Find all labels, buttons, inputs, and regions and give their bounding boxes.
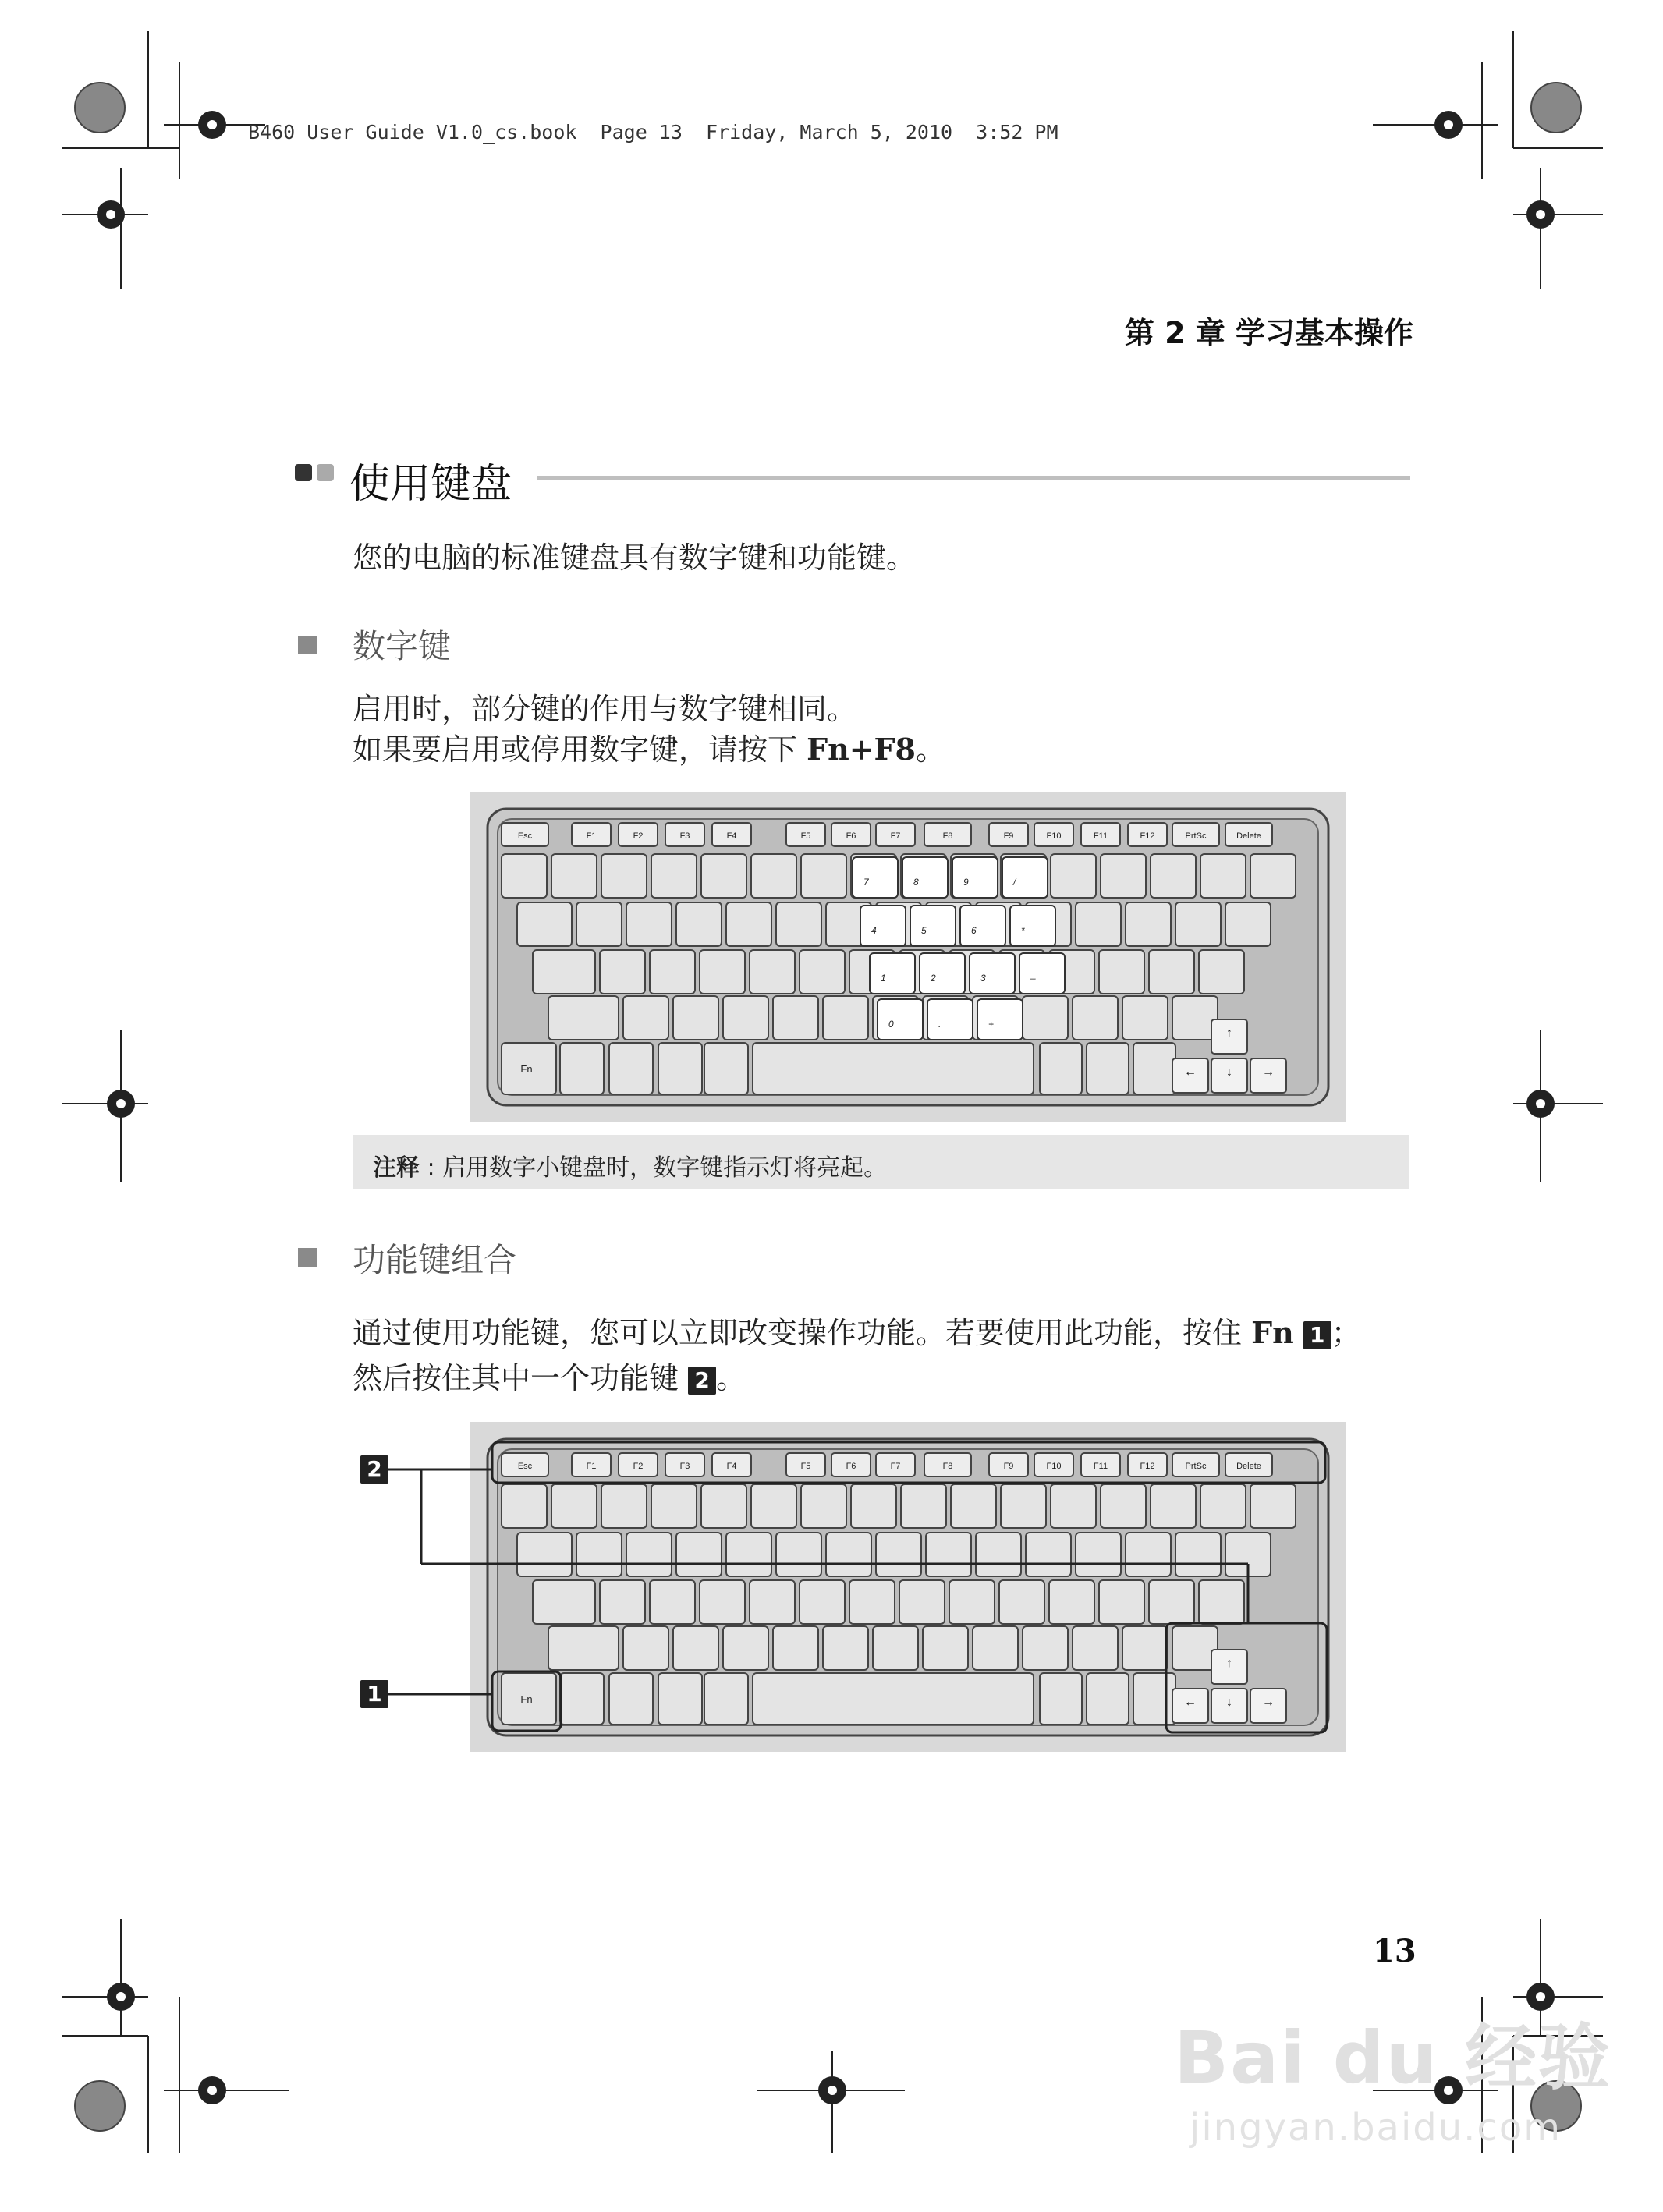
space-key bbox=[753, 1043, 1034, 1094]
key-label: F7 bbox=[890, 831, 901, 841]
key-label: PrtSc bbox=[1185, 831, 1207, 841]
numpad-key bbox=[1002, 857, 1048, 898]
key bbox=[1126, 902, 1171, 946]
fn-combo-line2-text: 然后按住其中一个功能键 bbox=[353, 1361, 689, 1395]
key-label: F12 bbox=[1140, 1462, 1155, 1471]
key-label: F5 bbox=[800, 831, 811, 841]
key bbox=[1087, 1043, 1129, 1094]
section-rule bbox=[537, 476, 1410, 480]
key-label: F9 bbox=[1003, 831, 1014, 841]
key bbox=[726, 902, 771, 946]
numeric-keys-line2-text: 如果要启用或停用数字键，请按下 bbox=[353, 732, 807, 767]
key-label: F10 bbox=[1046, 831, 1062, 841]
numeric-keys-line2-end: 。 bbox=[915, 732, 945, 767]
key bbox=[800, 950, 845, 994]
key bbox=[551, 854, 597, 898]
numpad-key-label: 4 bbox=[871, 925, 877, 936]
fn-combo-line2 bbox=[353, 1356, 746, 1401]
bullet-square-icon bbox=[298, 1248, 317, 1267]
numpad-key bbox=[1019, 953, 1065, 994]
key bbox=[1122, 996, 1168, 1040]
fn-key-name: Fn bbox=[1251, 1315, 1294, 1350]
key-label: F7 bbox=[890, 1462, 901, 1471]
callout-2 bbox=[360, 1455, 388, 1484]
numpad-key-label: + bbox=[988, 1019, 995, 1030]
print-header: B460 User Guide V1.0_cs.book Page 13 Friday, March 5, 2010 3:52 PM bbox=[248, 121, 1058, 144]
key bbox=[750, 950, 795, 994]
numeric-keys-line1: 启用时，部分键的作用与数字键相同。 bbox=[353, 692, 857, 726]
key bbox=[1225, 902, 1271, 946]
key-label: F11 bbox=[1093, 1462, 1108, 1471]
numpad-key bbox=[860, 906, 906, 946]
numpad-key bbox=[878, 999, 923, 1040]
callout-1-label: 1 bbox=[360, 1680, 388, 1708]
fn-key-label: Fn bbox=[520, 1063, 533, 1075]
key bbox=[600, 950, 645, 994]
key bbox=[723, 996, 768, 1040]
numpad-key bbox=[853, 857, 898, 898]
key bbox=[609, 1043, 653, 1094]
numpad-key-label: 5 bbox=[921, 925, 927, 936]
key-label: F6 bbox=[846, 1462, 856, 1471]
key-label: F11 bbox=[1093, 831, 1108, 841]
arrow-glyph-icon: ↑ bbox=[1226, 1026, 1232, 1040]
key-label: PrtSc bbox=[1185, 1462, 1207, 1471]
key-label: F8 bbox=[942, 831, 953, 841]
numpad-key-label: / bbox=[1013, 877, 1016, 888]
key bbox=[1101, 854, 1146, 898]
numpad-key bbox=[977, 999, 1023, 1040]
numpad-key bbox=[1010, 906, 1055, 946]
watermark-logo: Bai du 经验 bbox=[1174, 2016, 1612, 2100]
page-number: 13 bbox=[1373, 1933, 1417, 1969]
key bbox=[1099, 950, 1144, 994]
arrow-glyph-icon: ← bbox=[1184, 1065, 1197, 1079]
fn-combo-line1-text: 通过使用功能键，您可以立即改变操作功能。若要使用此功能，按住 bbox=[353, 1316, 1252, 1350]
numpad-key bbox=[920, 953, 965, 994]
fn-combo-heading: 功能键组合 bbox=[353, 1241, 517, 1279]
arrow-glyph-icon: ↓ bbox=[1226, 1696, 1232, 1709]
callout-badge-2: 2 bbox=[688, 1367, 716, 1395]
key bbox=[533, 950, 595, 994]
key-label: F1 bbox=[586, 1462, 597, 1471]
callout-1 bbox=[360, 1680, 388, 1708]
arrow-glyph-icon: ← bbox=[1184, 1696, 1197, 1709]
key bbox=[1076, 902, 1121, 946]
arrow-glyph-icon: → bbox=[1262, 1696, 1275, 1709]
numpad-key-label: . bbox=[938, 1019, 941, 1030]
section-intro: 您的电脑的标准键盘具有数字键和功能键。 bbox=[353, 541, 917, 575]
fn-key-label: Fn bbox=[520, 1693, 533, 1705]
key-label: F5 bbox=[800, 1462, 811, 1471]
key-label: F9 bbox=[1003, 1462, 1014, 1471]
key-label: F3 bbox=[679, 1462, 690, 1471]
callout-badge-1: 1 bbox=[1303, 1321, 1331, 1349]
key bbox=[1149, 950, 1194, 994]
fn-f8-keys: Fn+F8 bbox=[807, 732, 916, 767]
numpad-key-label: 1 bbox=[881, 973, 886, 984]
bullet-square-icon bbox=[298, 636, 317, 654]
keyboard-illustration bbox=[470, 792, 1346, 1122]
fn-combo-line1-end: ； bbox=[1331, 1316, 1361, 1350]
numpad-key-label: 7 bbox=[863, 877, 869, 888]
key bbox=[626, 902, 672, 946]
key-label: F8 bbox=[942, 1462, 953, 1471]
key bbox=[1040, 1043, 1082, 1094]
key-label: F4 bbox=[726, 1462, 737, 1471]
key-label: F6 bbox=[846, 831, 856, 841]
key bbox=[1200, 854, 1246, 898]
key bbox=[676, 902, 722, 946]
numpad-key-label: 9 bbox=[963, 877, 969, 888]
fn-combo-line2-end: 。 bbox=[716, 1361, 746, 1395]
key bbox=[601, 854, 647, 898]
key bbox=[650, 950, 695, 994]
section-marker-icon bbox=[295, 464, 339, 484]
key bbox=[701, 854, 746, 898]
numpad-key-label: – bbox=[1030, 973, 1036, 984]
key bbox=[801, 854, 846, 898]
section-title: 使用键盘 bbox=[349, 461, 512, 508]
key-label: F2 bbox=[633, 831, 644, 841]
key bbox=[1073, 996, 1118, 1040]
numpad-key bbox=[927, 999, 973, 1040]
arrow-glyph-icon: → bbox=[1262, 1065, 1275, 1079]
numeric-keyboard-figure bbox=[470, 792, 1346, 1122]
numeric-keys-line2 bbox=[353, 727, 945, 772]
callout-lines bbox=[351, 1443, 1271, 1724]
key bbox=[1051, 854, 1096, 898]
key bbox=[623, 996, 668, 1040]
numpad-key-label: 6 bbox=[971, 925, 977, 936]
key bbox=[1250, 854, 1296, 898]
key bbox=[773, 996, 818, 1040]
numeric-keys-heading: 数字键 bbox=[353, 627, 452, 665]
key-label: Esc bbox=[517, 831, 533, 841]
key bbox=[560, 1043, 604, 1094]
key-label: F3 bbox=[679, 831, 690, 841]
fn-combo-line1 bbox=[353, 1310, 1361, 1356]
key bbox=[704, 1043, 748, 1094]
note-body: 启用数字小键盘时，数字键指示灯将亮起。 bbox=[442, 1154, 888, 1182]
watermark-url: jingyan.baidu.com bbox=[1190, 2106, 1562, 2150]
key-label: F12 bbox=[1140, 831, 1155, 841]
key-label: F1 bbox=[586, 831, 597, 841]
numpad-key-label: 3 bbox=[980, 973, 986, 984]
numpad-key bbox=[910, 906, 956, 946]
numpad-key bbox=[952, 857, 998, 898]
note-text bbox=[373, 1148, 887, 1182]
numpad-key bbox=[960, 906, 1005, 946]
key bbox=[651, 854, 697, 898]
key bbox=[1151, 854, 1196, 898]
key bbox=[1175, 902, 1221, 946]
key bbox=[1133, 1043, 1175, 1094]
numpad-key-label: 2 bbox=[931, 973, 936, 984]
note-sep: : bbox=[420, 1154, 443, 1182]
chapter-title: 第 2 章 学习基本操作 bbox=[1124, 316, 1413, 350]
key bbox=[502, 854, 547, 898]
key bbox=[1023, 996, 1068, 1040]
key bbox=[658, 1043, 702, 1094]
key bbox=[1199, 950, 1244, 994]
key-label: Delete bbox=[1236, 831, 1261, 841]
key bbox=[751, 854, 796, 898]
numpad-key-label: 8 bbox=[913, 877, 919, 888]
numpad-key-label: * bbox=[1021, 925, 1025, 936]
numpad-key-label: 0 bbox=[888, 1019, 894, 1030]
note-label: 注释 bbox=[373, 1154, 420, 1182]
key-label: F2 bbox=[633, 1462, 644, 1471]
numpad-key bbox=[970, 953, 1015, 994]
key bbox=[700, 950, 745, 994]
callout-2-label: 2 bbox=[360, 1455, 388, 1484]
key-label: F10 bbox=[1046, 1462, 1062, 1471]
arrow-glyph-icon: ↑ bbox=[1226, 1657, 1232, 1670]
key bbox=[673, 996, 718, 1040]
key-label: F4 bbox=[726, 831, 737, 841]
key bbox=[776, 902, 821, 946]
key bbox=[823, 996, 868, 1040]
key-label: Delete bbox=[1236, 1462, 1261, 1471]
arrow-glyph-icon: ↓ bbox=[1226, 1065, 1232, 1079]
key-label: Esc bbox=[517, 1462, 533, 1471]
numpad-key bbox=[902, 857, 948, 898]
key bbox=[548, 996, 619, 1040]
numpad-key bbox=[870, 953, 915, 994]
key bbox=[576, 902, 622, 946]
key bbox=[517, 902, 572, 946]
